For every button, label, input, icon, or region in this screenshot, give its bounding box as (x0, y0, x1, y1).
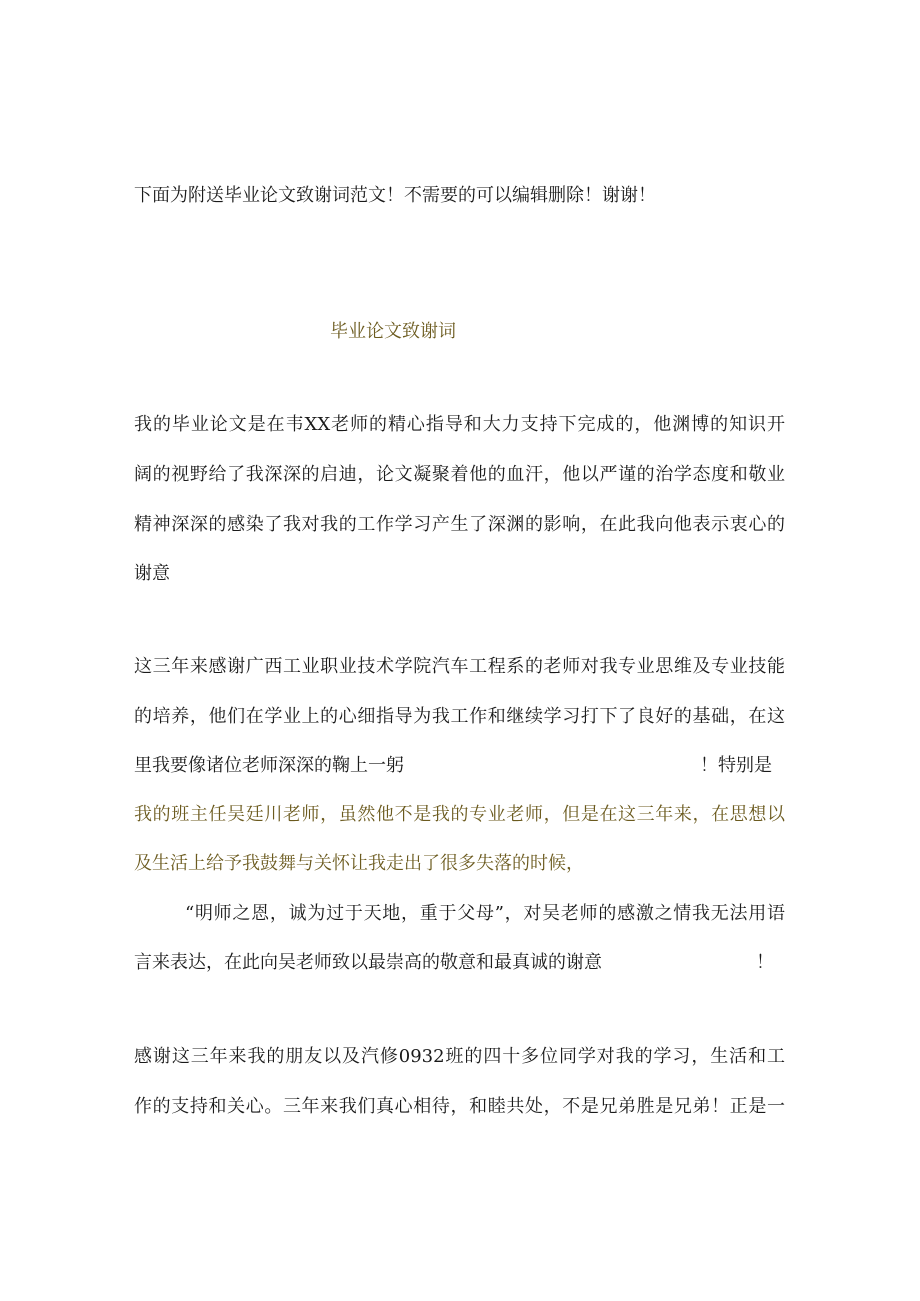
paragraph-line: 作的支持和关心。三年来我们真心相待，和睦共处，不是兄弟胜是兄弟！正是一 (134, 1096, 785, 1117)
paragraph-line: 言来表达，在此向吴老师致以最崇高的敬意和最真诚的谢意 (134, 952, 602, 973)
paragraph-line: 这三年来感谢广西工业职业技术学院汽车工程系的老师对我专业思维及专业技能 (134, 656, 785, 677)
paragraph-line-tail: ！ (756, 952, 774, 973)
paragraph-line: 我的毕业论文是在韦XX老师的精心指导和大力支持下完成的，他渊博的知识开 (134, 414, 785, 435)
paragraph-line: 感谢这三年来我的朋友以及汽修0932班的四十多位同学对我的学习，生活和工 (134, 1046, 785, 1067)
paragraph-line: 阔的视野给了我深深的启迪，论文凝聚着他的血汗，他以严谨的治学态度和敬业 (134, 464, 785, 485)
notice-line: 下面为附送毕业论文致谢词范文！不需要的可以编辑删除！谢谢！ (134, 185, 656, 206)
paragraph-line: “明师之恩，诚为过于天地，重于父母”，对吴老师的感激之情我无法用语 (185, 903, 785, 924)
paragraph-line: 的培养，他们在学业上的心细指导为我工作和继续学习打下了良好的基础，在这 (134, 706, 785, 727)
paragraph-line: 及生活上给予我鼓舞与关怀让我走出了很多失落的时候， (134, 853, 584, 874)
paragraph-line: 精神深深的感染了我对我的工作学习产生了深渊的影响，在此我向他表示衷心的 (134, 514, 785, 535)
document-title: 毕业论文致谢词 (330, 321, 456, 342)
paragraph-line: 谢意 (134, 563, 170, 584)
paragraph-line: 我的班主任吴廷川老师，虽然他不是我的专业老师，但是在这三年来，在思想以 (134, 804, 785, 825)
paragraph-line: 里我要像诸位老师深深的鞠上一躬 (134, 755, 404, 776)
paragraph-line-tail: ！特别是 (700, 755, 772, 776)
